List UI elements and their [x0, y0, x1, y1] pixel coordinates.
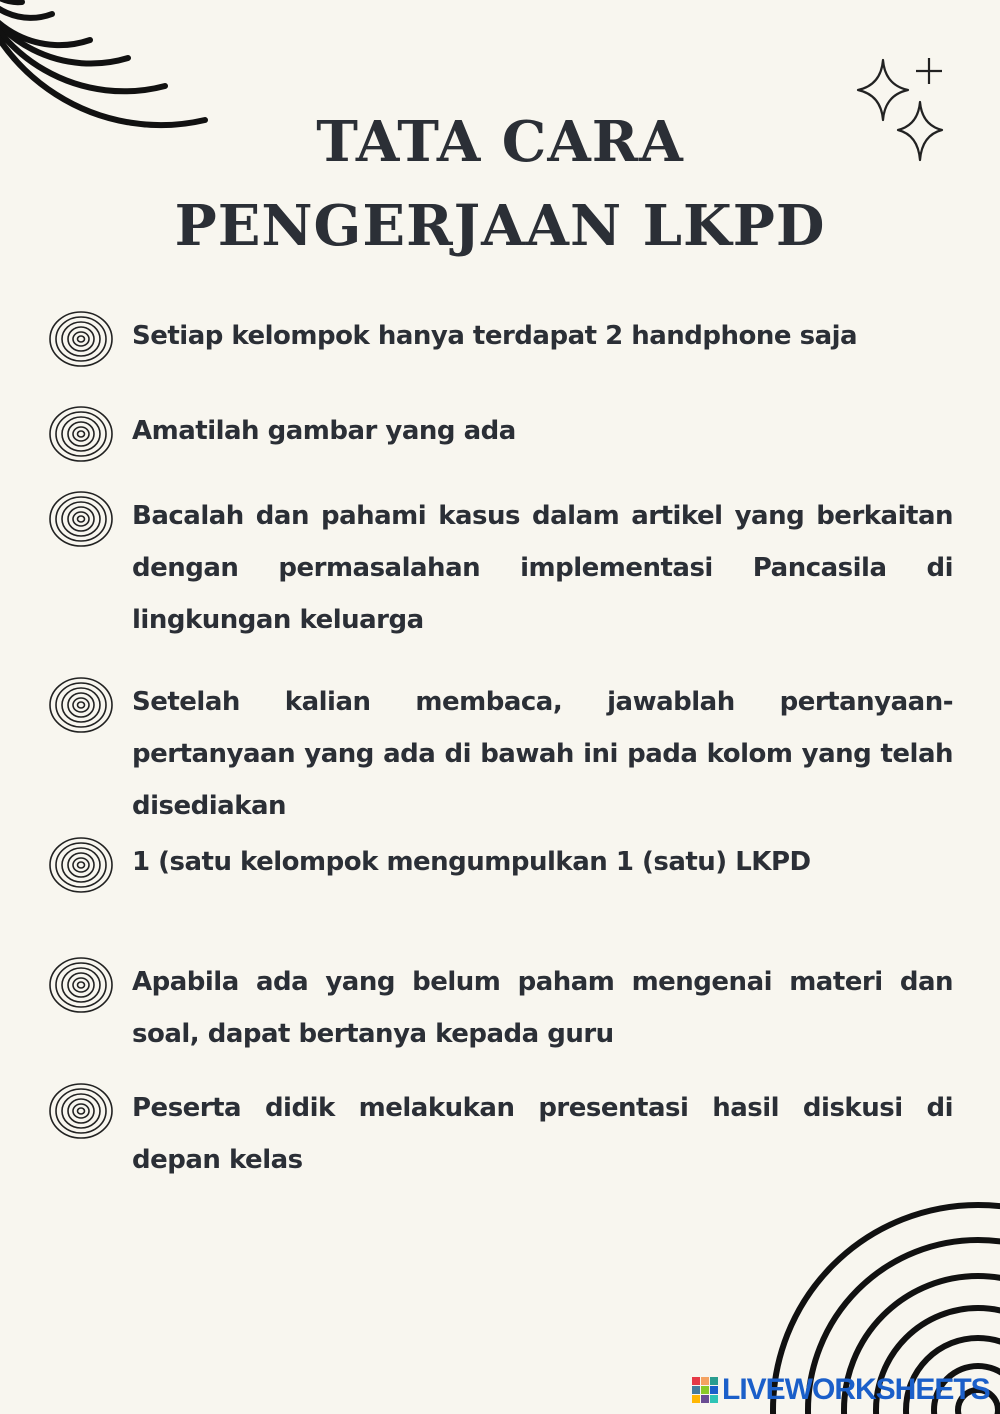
concentric-circles-icon [48, 836, 114, 894]
step-text: Setelah kalian membaca, jawablah pertanyaan-pertanyaan yang ada di bawah ini pada kolom yang telah disediakan [132, 687, 953, 821]
page-title [0, 100, 1000, 268]
concentric-circles-icon [48, 1082, 114, 1140]
concentric-circles-icon [48, 310, 114, 368]
step-text: 1 (satu kelompok mengumpulkan 1 (satu) LKPD [132, 847, 811, 877]
step-text: Setiap kelompok hanya terdapat 2 handphone saja [132, 321, 858, 351]
watermark-text: LIVEWORKSHEETS [722, 1373, 990, 1406]
step-text: Amatilah gambar yang ada [132, 416, 516, 446]
step-text: Peserta didik melakukan presentasi hasil diskusi di depan kelas [132, 1093, 953, 1175]
liveworksheets-logo-icon [692, 1377, 718, 1403]
concentric-circles-icon [48, 490, 114, 548]
step-text: Apabila ada yang belum paham mengenai materi dan soal, dapat bertanya kepada guru [132, 967, 953, 1049]
title-line-1: TATA CARA [316, 109, 684, 175]
concentric-circles-icon [48, 676, 114, 734]
title-line-2: PENGERJAAN LKPD [174, 193, 826, 259]
liveworksheets-watermark [692, 1372, 990, 1408]
step-text: Bacalah dan pahami kasus dalam artikel yang berkaitan dengan permasalahan implementasi Pancasila di lingkungan keluarga [132, 501, 953, 635]
concentric-circles-icon [48, 405, 114, 463]
concentric-circles-icon [48, 956, 114, 1014]
